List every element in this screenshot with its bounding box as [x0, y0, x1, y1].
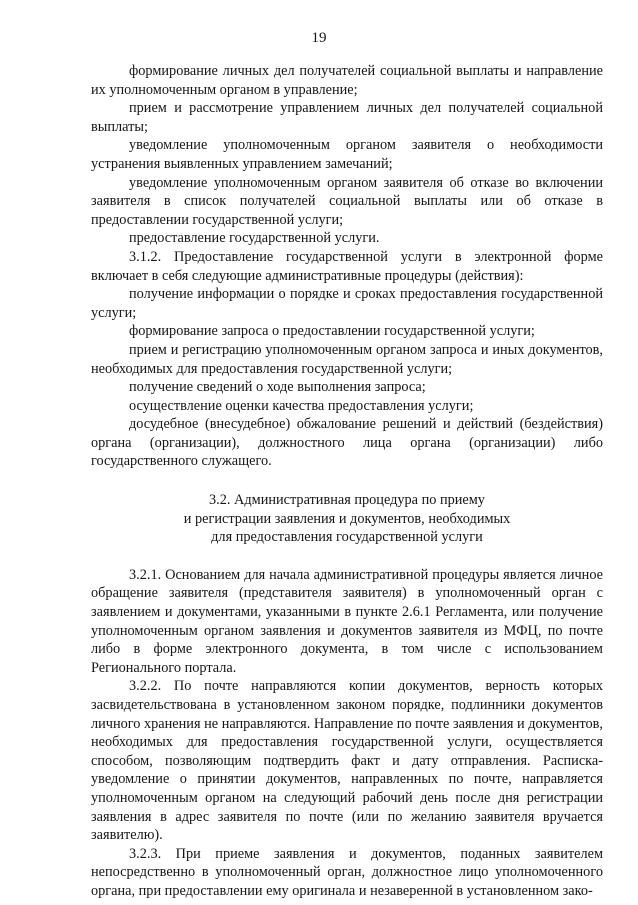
paragraph: прием и рассмотрение управлением личных дел получателей социальной выплаты; — [91, 100, 603, 135]
paragraph: формирование запроса о предоставлении государственной услуги; — [129, 323, 535, 340]
paragraph: 3.1.2. Предоставление государственной услуги в электронной форме включает в себя следующие административные процедуры (действия): — [91, 248, 603, 284]
paragraph: предоставление государственной услуги. — [129, 230, 380, 247]
paragraph: досудебное (внесудебное) обжалование решений и действий (бездействия) органа (организации), должностного лица органа (организации) либо государственного служащего. — [91, 416, 603, 470]
paragraph: формирование личных дел получателей социальной выплаты и направление их уполномоченным органом в управление; — [91, 63, 603, 98]
paragraph: получение информации о порядке и сроках предоставления государственной услуги; — [91, 286, 603, 321]
paragraph: 3.2.1. Основанием для начала административной процедуры является личное обращение заявителя (представителя заявителя) в уполномоченный орган с заявлением и документами, указанными в пункте 2.6.1 Регламента, или получение уполномоченным органом заявления и документов заявителя из МФЦ, по почте либо в форме электронного документа, в том числе с использованием Регионального портала. — [91, 566, 603, 676]
paragraph: 3.2.3. При приеме заявления и документов, поданных заявителем непосредственно в уполномоченный орган, должностное лицо уполномоченного органа, при предоставлении ему оригинала и незаверенной в установленном зако- — [91, 845, 603, 899]
section-heading-line: для предоставления государственной услуги — [211, 529, 483, 546]
paragraph: осуществление оценки качества предоставления услуги; — [129, 397, 474, 414]
section-heading-line: и регистрации заявления и документов, необходимых — [183, 510, 511, 527]
section-heading-line: 3.2. Административная процедура по приему — [209, 492, 485, 509]
document-body — [91, 62, 603, 901]
paragraph: 3.2.2. По почте направляются копии документов, верность которых засвидетельствована в установленном законом порядке, подлинники документов личного хранения не направляются. Направление по почте заявления и документов, необходимых для предоставления государственной услуги, осуществляется способом, позволяющим подтвердить факт и дату отправления. Расписка-уведомление о принятии документов, направленных по почте, направляется уполномоченным органом на следующий рабочий день после дня регистрации заявления в адрес заявителя по почте (или по желанию заявителя вручается заявителю). — [91, 678, 603, 844]
paragraph: получение сведений о ходе выполнения запроса; — [129, 379, 426, 396]
page-number: 19 — [311, 30, 327, 46]
paragraph: уведомление уполномоченным органом заявителя об отказе во включении заявителя в список получателей социальной выплаты или об отказе в предоставлении государственной услуги; — [91, 174, 603, 228]
paragraph: прием и регистрацию уполномоченным органом запроса и иных документов, необходимых для предоставления государственной услуги; — [91, 341, 603, 377]
section-heading — [91, 491, 603, 547]
paragraph: уведомление уполномоченным органом заявителя о необходимости устранения выявленных управлением замечаний; — [91, 137, 603, 172]
